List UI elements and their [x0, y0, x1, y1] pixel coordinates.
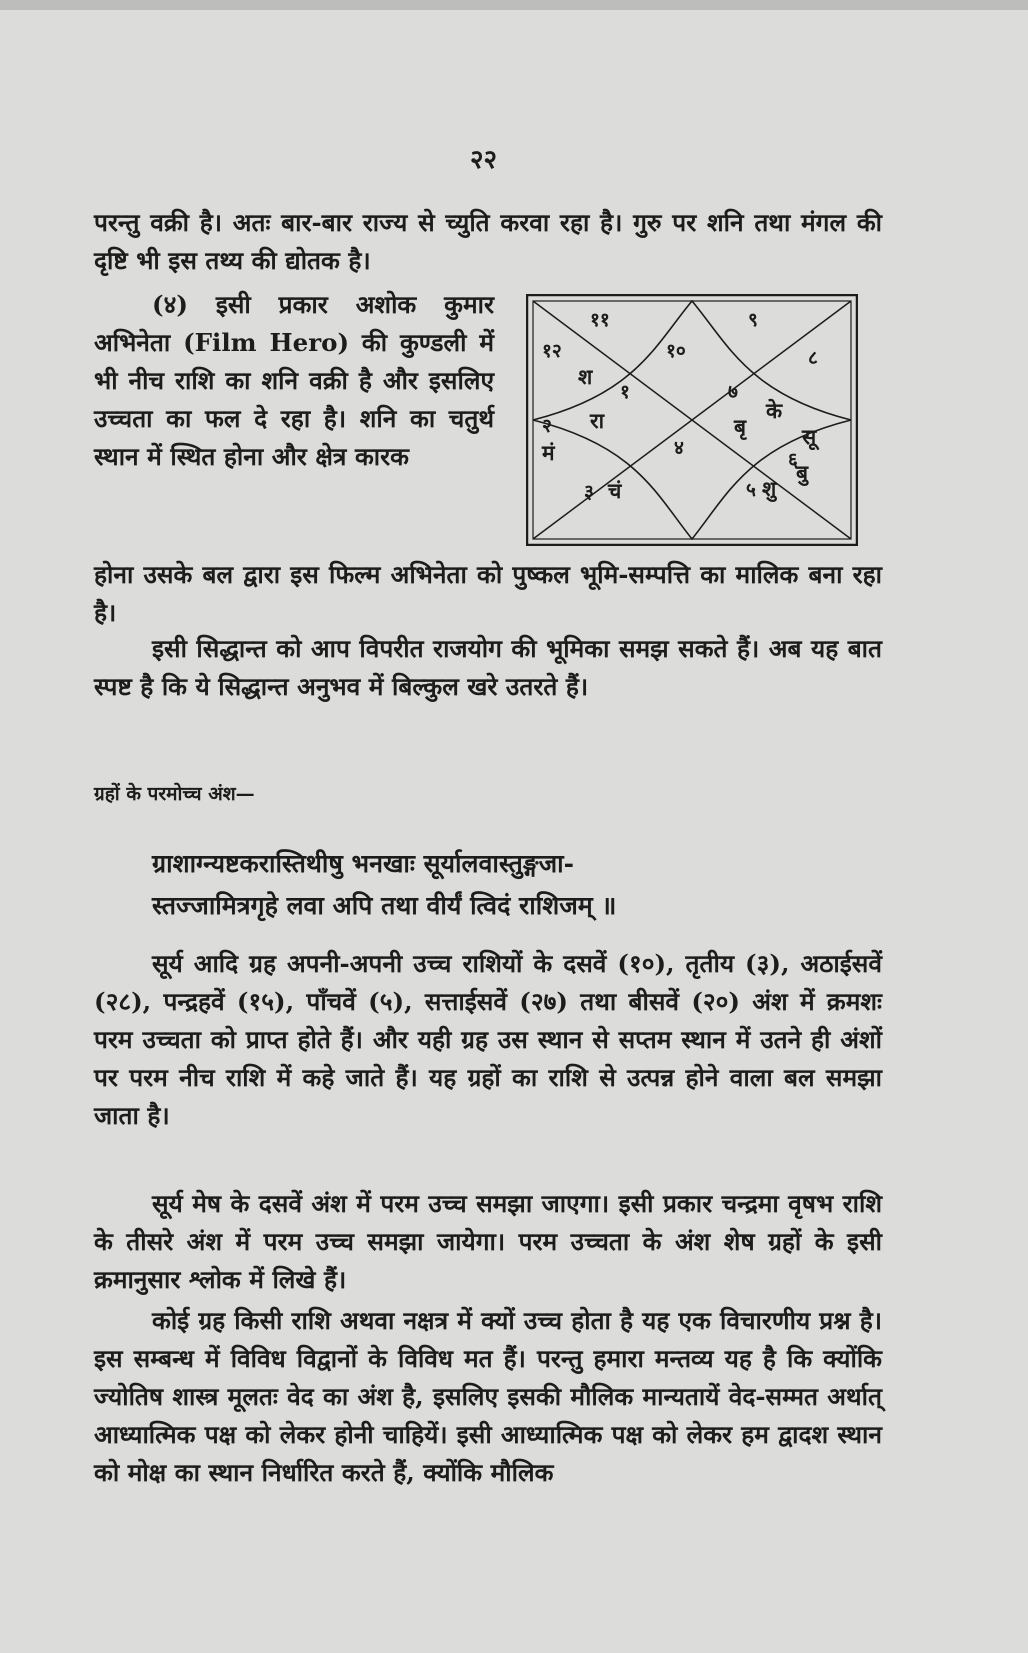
paragraph-1: परन्तु वक्री है। अतः बार-बार राज्य से च्युति करवा रहा है। गुरु पर शनि तथा मंगल की दृष्टि भी इस तथ्य की द्योतक है।: [94, 208, 882, 275]
house-6-label: ६: [788, 449, 798, 471]
page-top-edge: [0, 0, 1028, 10]
planet-rahu-label: रा: [590, 409, 605, 433]
paragraph-6: कोई ग्रह किसी राशि अथवा नक्षत्र में क्यों उच्च होता है यह एक विचारणीय प्रश्न है। इस सम्बन्ध में विविध विद्वानों के विविध मत हैं। परन्तु हमारा मन्तव्य यह है कि क्योंकि ज्योतिष शास्त्र मूलतः वेद का अंश है, इसलिए इसकी मौलिक मान्यतायें वेद-सम्मत अर्थात् आध्यात्मिक पक्ष को लेकर होनी चाहियें। इसी आध्यात्मिक पक्ष को लेकर हम द्वादश स्थान को मोक्ष का स्थान निर्धारित करते हैं, क्योंकि मौलिक: [94, 1306, 882, 1487]
house-2-label: २: [542, 415, 552, 437]
paragraph-2-continued: होना उसके बल द्वारा इस फिल्म अभिनेता को पुष्कल भूमि-सम्पत्ति का मालिक बना रहा है।: [94, 560, 882, 627]
planet-surya-label: सू: [802, 425, 817, 449]
house-7-label: ७: [728, 381, 738, 403]
house-8-label: ८: [808, 347, 818, 369]
house-10-label: १०: [666, 340, 686, 362]
kundali-diagram: [526, 294, 858, 546]
paragraph-2: (४) इसी प्रकार अशोक कुमार अभिनेता (Film Hero) की कुण्डली में भी नीच राशि का शनि वक्री है और इसलिए उच्चता का फल दे रहा है। शनि का चतुर्थ स्थान में स्थित होना और क्षेत्र कारक: [94, 290, 494, 471]
planet-budh-label: बु: [796, 461, 808, 485]
planet-ketu-label: के: [766, 399, 783, 423]
house-5-label: ५: [746, 479, 756, 501]
house-1-label: १: [620, 381, 630, 403]
paragraph-5: सूर्य मेष के दसवें अंश में परम उच्च समझा जाएगा। इसी प्रकार चन्द्रमा वृषभ राशि के तीसरे अंश में परम उच्च समझा जायेगा। परम उच्चता के अंश शेष ग्रहों के इसी क्रमानुसार श्लोक में लिखे हैं।: [94, 1189, 882, 1294]
planet-chandra-label: चं: [608, 479, 622, 503]
house-12-label: १२: [542, 340, 562, 362]
house-4-label: ४: [674, 437, 684, 459]
sloka-line-2: स्तज्जामित्रगृहे लवा अपि तथा वीर्यं त्विदं राशिजम् ॥: [152, 891, 617, 920]
paragraph-3: इसी सिद्धान्त को आप विपरीत राजयोग की भूमिका समझ सकते हैं। अब यह बात स्पष्ट है कि ये सिद्धान्त अनुभव में बिल्कुल खरे उतरते हैं।: [94, 634, 882, 701]
house-11-label: ११: [590, 309, 610, 331]
sloka-line-1: ग्राशाग्न्यष्टकरास्तिथीषु भनखाः सूर्यालवास्तुङ्गजा-: [152, 849, 575, 878]
house-3-label: ३: [584, 481, 594, 503]
planet-guru-label: बृ: [734, 415, 746, 439]
planet-shani-label: श: [578, 365, 593, 389]
kundali-chart: [526, 294, 858, 546]
paragraph-4: सूर्य आदि ग्रह अपनी-अपनी उच्च राशियों के दसवें (१०), तृतीय (३), अठाईसवें (२८), पन्द्रहवें (१५), पाँचवें (५), सत्ताईसवें (२७) तथा बीसवें (२०) अंश में क्रमशः परम उच्चता को प्राप्त होते हैं। और यही ग्रह उस स्थान से सप्तम स्थान में उतने ही अंशों पर परम नीच राशि में कहे जाते हैं। यह ग्रहों का राशि से उत्पन्न होने वाला बल समझा जाता है।: [94, 949, 882, 1130]
sanskrit-sloka: [152, 843, 892, 927]
planet-shukra-label: शु: [762, 477, 777, 501]
house-9-label: ९: [748, 309, 758, 331]
planet-mangal-label: मं: [542, 441, 555, 465]
section-heading: ग्रहों के परमोच्च अंश—: [94, 783, 255, 805]
page-number: २२: [470, 145, 498, 175]
